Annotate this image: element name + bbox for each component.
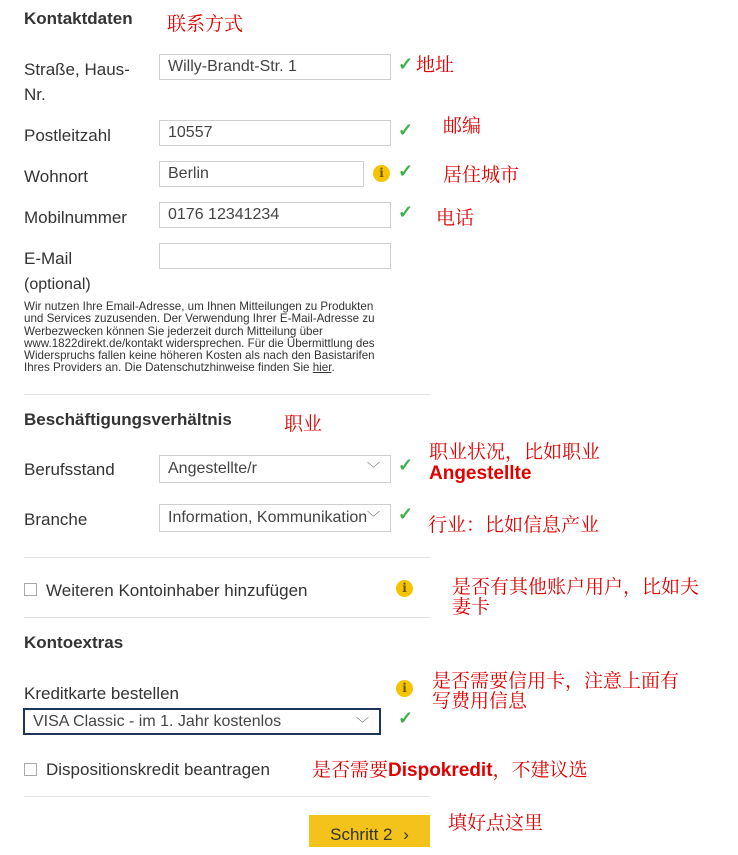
employment-section-title: Beschäftigungsverhältnis (24, 410, 232, 429)
annotation-overdraft-a: 是否需要 (312, 759, 389, 781)
annotation-phone: 电话 (436, 207, 475, 229)
annotation-credit-line1: 是否需要信用卡，注意上面有 (432, 670, 680, 692)
credit-card-valid-check-icon: ✓ (398, 708, 414, 728)
annotation-city: 居住城市 (443, 164, 520, 186)
annotation-overdraft (312, 759, 588, 782)
annotation-status-line2: Angestellte (429, 463, 532, 484)
privacy-notice-end: . (331, 361, 335, 375)
street-input[interactable]: Willy-Brandt-Str. 1 (159, 54, 391, 80)
mobile-valid-check-icon: ✓ (398, 202, 414, 222)
privacy-notice-text: Wir nutzen Ihre Email-Adresse, um Ihnen Mitteilungen zu Produkten und Services zuzusenden. Der Verwendung Ihrer E-Mail-Adresse zu Werbezwecken können Sie jederzeit durch Mitteilung über www.1822direkt.de/kontakt widersprechen. Für die Übermittlung des Widerspruchs fallen keine höheren Kosten als nach den Basistarifen Ihres Providers an. Die Datenschutzhinweise finden Sie (24, 300, 375, 375)
annotation-status (429, 441, 600, 485)
next-step-label: Schritt 2 (330, 825, 393, 844)
chevron-down-icon: ﹀ (355, 716, 369, 731)
mobile-input[interactable]: 0176 12341234 (159, 202, 391, 228)
annotation-click-here: 填好点这里 (448, 812, 544, 834)
divider (24, 796, 430, 797)
credit-card-info-icon[interactable]: i (396, 680, 413, 697)
email-label: E-Mail (24, 249, 73, 268)
postcode-valid-check-icon: ✓ (398, 120, 414, 140)
extras-section-title: Kontoextras (24, 633, 124, 652)
email-input[interactable] (159, 243, 391, 269)
profession-valid-check-icon: ✓ (398, 455, 414, 475)
mobile-label: Mobilnummer (24, 208, 127, 227)
credit-card-selected-value: VISA Classic - im 1. Jahr kostenlos (33, 713, 282, 730)
street-label-line2: Nr. (24, 85, 46, 104)
overdraft-label[interactable]: Dispositionskredit beantragen (46, 760, 270, 779)
postcode-label: Postleitzahl (24, 126, 111, 145)
privacy-link[interactable]: hier (312, 361, 332, 375)
annotation-industry: 行业：比如信息产业 (428, 514, 600, 536)
chevron-down-icon: ﹀ (366, 461, 380, 476)
annotation-overdraft-c: ，不建议选 (492, 759, 588, 781)
profession-selected-value: Angestellte/r (168, 460, 257, 477)
annotation-postcode: 邮编 (443, 115, 482, 137)
annotation-credit-card (432, 671, 679, 711)
co-owner-info-icon[interactable]: i (396, 580, 413, 597)
privacy-notice (24, 301, 388, 375)
chevron-down-icon: ﹀ (366, 510, 380, 525)
profession-label: Berufsstand (24, 460, 115, 479)
street-valid-check-icon: ✓ (398, 54, 414, 74)
credit-card-select[interactable] (23, 708, 381, 735)
city-label: Wohnort (24, 167, 88, 186)
annotation-overdraft-b: Dispokredit (388, 760, 493, 781)
industry-selected-value: Information, Kommunikation (168, 509, 368, 526)
annotation-address: 地址 (416, 54, 455, 76)
email-optional-label: (optional) (24, 276, 91, 293)
divider (24, 557, 430, 558)
annotation-co-owner-line2: 妻卡 (452, 596, 491, 618)
city-valid-check-icon: ✓ (398, 161, 414, 181)
profession-select[interactable] (159, 455, 391, 483)
street-label (24, 57, 130, 107)
annotation-status-line1: 职业状况，比如职业 (429, 441, 601, 463)
next-step-button[interactable] (309, 815, 430, 847)
industry-label: Branche (24, 510, 88, 529)
credit-card-label: Kreditkarte bestellen (24, 684, 179, 703)
annotation-co-owner (452, 577, 699, 617)
divider (24, 617, 430, 618)
annotation-occupation: 职业 (284, 413, 323, 435)
divider (24, 394, 430, 395)
co-owner-label[interactable]: Weiteren Kontoinhaber hinzufügen (46, 581, 308, 600)
postcode-input[interactable]: 10557 (159, 120, 391, 146)
city-input[interactable]: Berlin (159, 161, 364, 187)
contact-section-title: Kontaktdaten (24, 9, 133, 28)
annotation-contact: 联系方式 (167, 13, 244, 35)
overdraft-checkbox[interactable] (24, 763, 37, 776)
annotation-credit-line2: 写费用信息 (432, 690, 528, 712)
city-info-icon[interactable]: i (373, 165, 390, 182)
industry-select[interactable] (159, 504, 391, 532)
street-label-line1: Straße, Haus- (24, 60, 130, 79)
industry-valid-check-icon: ✓ (398, 504, 414, 524)
co-owner-checkbox[interactable] (24, 583, 37, 596)
chevron-right-icon: › (403, 825, 409, 844)
annotation-co-owner-line1: 是否有其他账户用户，比如夫 (452, 576, 700, 598)
